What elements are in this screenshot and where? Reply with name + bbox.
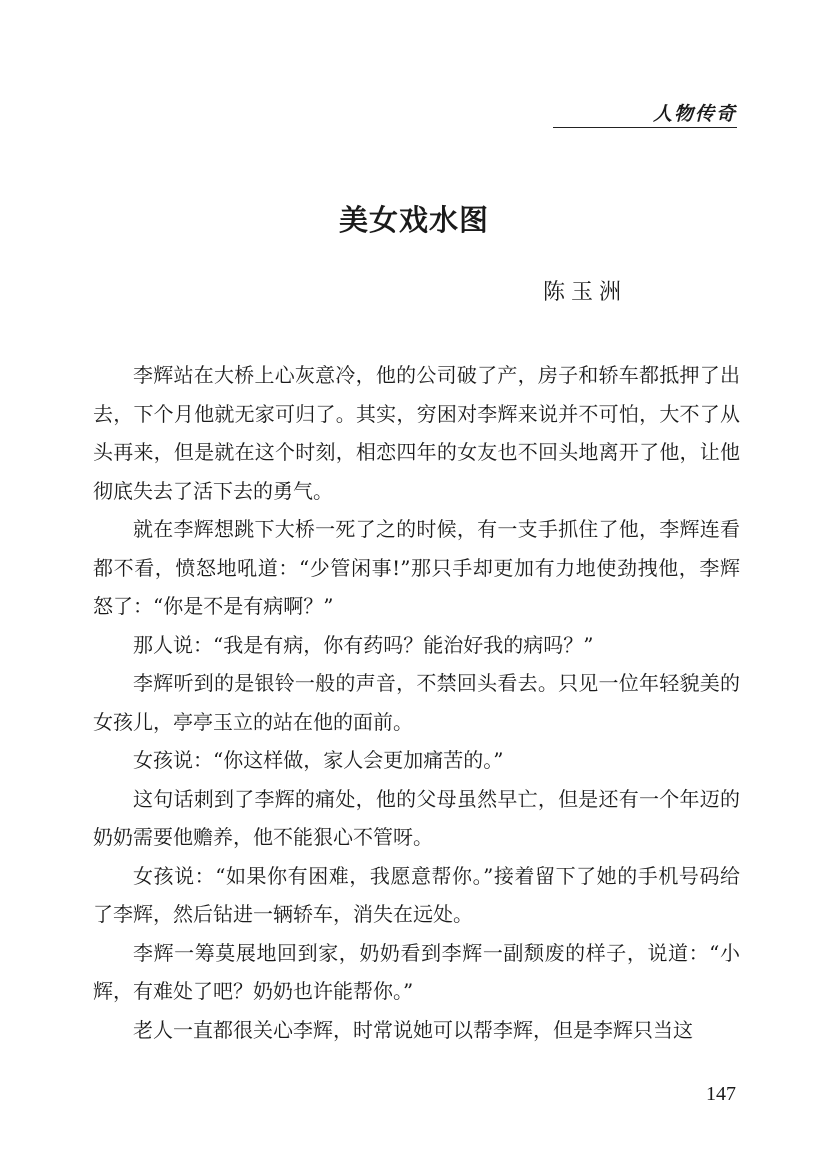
paragraph: 李辉听到的是银铃一般的声音，不禁回头看去。只见一位年轻貌美的女孩儿，亭亭玉立的站在他的面前。 [93, 671, 740, 734]
paragraph: 女孩说：“你这样做，家人会更加痛苦的。” [133, 748, 504, 772]
author-name: 陈玉洲 [543, 280, 628, 305]
paragraph: 那人说：“我是有病，你有药吗？能治好我的病吗？” [133, 632, 594, 657]
paragraph: 老人一直都很关心李辉，时常说她可以帮李辉，但是李辉只当这 [133, 1017, 693, 1042]
paragraph: 李辉站在大桥上心灰意冷，他的公司破了产，房子和轿车都抵押了出去，下个月他就无家可归了。其实，穷困对李辉来说并不可怕，大不了从头再来，但是就在这个时刻，相恋四年的女友也不回头地离开了他，让他彻底失去了活下去的勇气。 [93, 363, 740, 503]
paragraph: 就在李辉想跳下大桥一死了之的时候，有一支手抓住了他，李辉连看都不看，愤怒地吼道：“少管闲事!”那只手却更加有力地使劲拽他，李辉怒了：“你是不是有病啊？” [93, 517, 740, 618]
paragraph: 女孩说：“如果你有困难，我愿意帮你。”接着留下了她的手机号码给了李辉，然后钻进一辆轿车，消失在远处。 [93, 863, 740, 926]
article-body [93, 356, 740, 1049]
running-header [653, 100, 737, 128]
paragraph: 这句话刺到了李辉的痛处，他的父母虽然早亡，但是还有一个年迈的奶奶需要他赡养，他不能狠心不管呀。 [93, 786, 740, 849]
page-number: 147 [706, 1083, 736, 1105]
paragraph: 李辉一筹莫展地回到家，奶奶看到李辉一副颓废的样子，说道：“小辉，有难处了吧？奶奶也许能帮你。” [93, 940, 740, 1003]
article-title: 美女戏水图 [338, 203, 489, 237]
section-title: 人物传奇 [652, 103, 737, 125]
header-divider [553, 127, 737, 128]
